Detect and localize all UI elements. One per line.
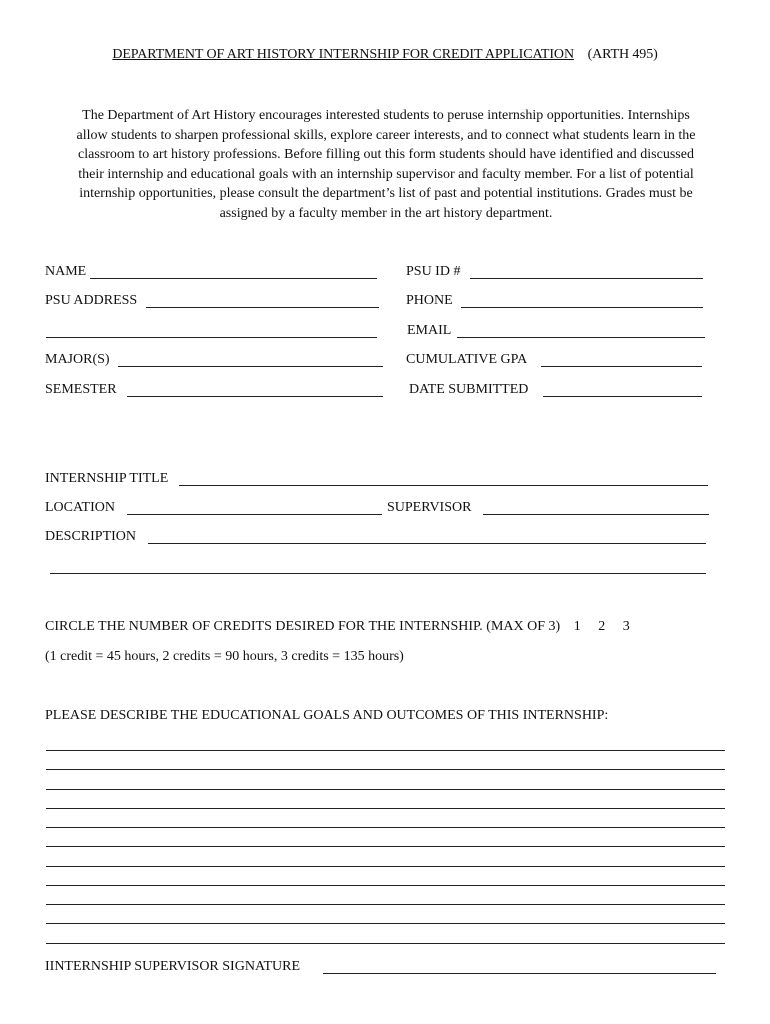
credits-question (45, 619, 630, 635)
supervisor-label: SUPERVISOR (387, 500, 472, 515)
intro-line: allow students to sharpen professional skills, explore career interests, and to connect what students learn in the (76, 127, 696, 143)
intro-line: classroom to art history professions. Before filling out this form students should have identified and discussed (78, 147, 694, 163)
goals-answer-line[interactable] (46, 923, 725, 924)
internship-title-field[interactable] (179, 485, 708, 486)
major-label: MAJOR(S) (45, 352, 110, 367)
signature-field[interactable] (323, 973, 716, 974)
description-label: DESCRIPTION (45, 529, 137, 544)
internship-title-label: INTERNSHIP TITLE (45, 471, 169, 486)
psu-id-label: PSU ID # (406, 264, 461, 279)
goals-answer-line[interactable] (46, 943, 725, 944)
name-label: NAME (45, 264, 87, 279)
semester-label: SEMESTER (45, 382, 117, 397)
credits-note: (1 credit = 45 hours, 2 credits = 90 hours, 3 credits = 135 hours) (45, 649, 404, 664)
semester-field[interactable] (127, 396, 383, 397)
intro-line: The Department of Art History encourages interested students to peruse internship opportunities. Internships (82, 108, 690, 123)
credits-prompt: CIRCLE THE NUMBER OF CREDITS DESIRED FOR THE INTERNSHIP. (MAX OF 3) (45, 619, 561, 634)
address-field-line-2[interactable] (46, 337, 377, 338)
goals-answer-line[interactable] (46, 846, 725, 847)
goals-answer-line[interactable] (46, 789, 725, 790)
signature-label: IINTERNSHIP SUPERVISOR SIGNATURE (45, 959, 301, 974)
intro-line: internship opportunities, please consult the department’s list of past and potential institutions. Grades must be (79, 186, 693, 202)
credit-option-1[interactable]: 1 (573, 619, 581, 634)
email-field[interactable] (457, 337, 705, 338)
credit-option-2[interactable]: 2 (598, 619, 606, 634)
name-field[interactable] (90, 278, 377, 279)
intro-paragraph (50, 106, 722, 224)
goals-answer-line[interactable] (46, 808, 725, 809)
goals-answer-line[interactable] (46, 904, 725, 905)
credit-option-3[interactable]: 3 (622, 619, 630, 634)
date-submitted-label: DATE SUBMITTED (409, 382, 529, 397)
goals-answer-line[interactable] (46, 885, 725, 886)
goals-prompt: PLEASE DESCRIBE THE EDUCATIONAL GOALS AND OUTCOMES OF THIS INTERNSHIP: (45, 708, 609, 723)
goals-answer-line[interactable] (46, 866, 725, 867)
gpa-label: CUMULATIVE GPA (406, 352, 528, 367)
phone-field[interactable] (461, 307, 703, 308)
address-field[interactable] (146, 307, 379, 308)
location-field[interactable] (127, 514, 382, 515)
supervisor-field[interactable] (483, 514, 709, 515)
intro-line: assigned by a faculty member in the art history department. (219, 205, 553, 221)
date-submitted-field[interactable] (543, 396, 702, 397)
description-field-line-2[interactable] (50, 573, 706, 574)
email-label: EMAIL (407, 323, 452, 338)
goals-answer-line[interactable] (46, 769, 725, 770)
address-label: PSU ADDRESS (45, 293, 138, 308)
goals-answer-line[interactable] (46, 750, 725, 751)
gpa-field[interactable] (541, 366, 702, 367)
form-title-text: DEPARTMENT OF ART HISTORY INTERNSHIP FOR CREDIT APPLICATION (112, 47, 574, 62)
major-field[interactable] (118, 366, 383, 367)
intro-line: their internship and educational goals with an internship supervisor and faculty member. For a list of potential (78, 166, 694, 182)
description-field[interactable] (148, 543, 706, 544)
location-label: LOCATION (45, 500, 115, 515)
phone-label: PHONE (406, 293, 453, 308)
form-title (0, 47, 770, 63)
course-code: (ARTH 495) (587, 47, 658, 62)
goals-answer-line[interactable] (46, 827, 725, 828)
psu-id-field[interactable] (470, 278, 703, 279)
